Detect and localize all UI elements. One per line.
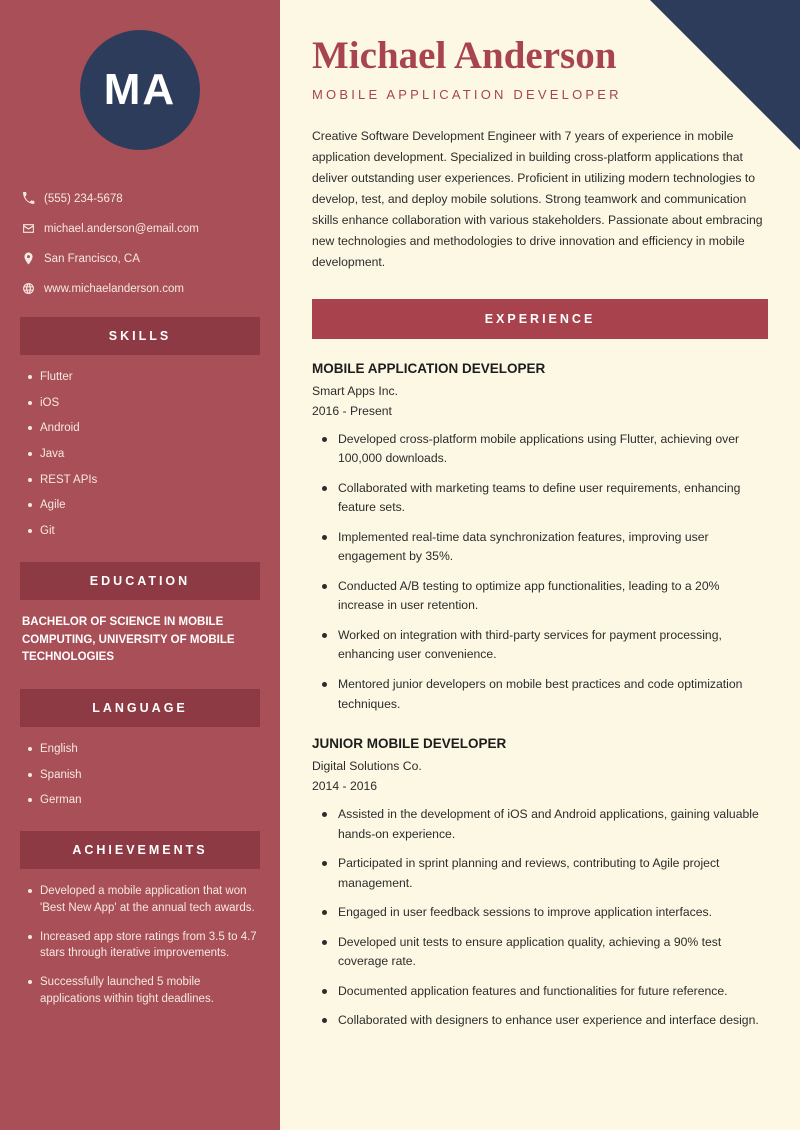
achievements-heading: ACHIEVEMENTS (20, 831, 260, 869)
job-dates: 2016 - Present (312, 403, 392, 418)
job-bullet-list (312, 805, 768, 1031)
list-item: Collaborated with designers to enhance user experience and interface design. (320, 1011, 768, 1031)
education-entry: BACHELOR OF SCIENCE IN MOBILE COMPUTING, UNIVERSITY OF MOBILE TECHNOLOGIES (22, 615, 235, 664)
mail-icon (22, 222, 44, 235)
experience-heading: EXPERIENCE (312, 299, 768, 339)
list-item: Participated in sprint planning and reviews, contributing to Agile project management. (320, 854, 768, 893)
list-item: Developed a mobile application that won 'Best New App' at the annual tech awards. (26, 883, 260, 916)
contact-item-location[interactable] (22, 252, 260, 265)
skills-heading: SKILLS (20, 317, 260, 355)
contact-item-phone[interactable] (22, 192, 260, 205)
list-item: Successfully launched 5 mobile applications within tight deadlines. (26, 974, 260, 1007)
list-item: Java (26, 446, 260, 463)
contact-website-text: www.michaelanderson.com (44, 282, 184, 295)
location-pin-icon (22, 252, 44, 265)
sidebar (0, 0, 280, 1130)
list-item: Mentored junior developers on mobile best practices and code optimization techniques. (320, 675, 768, 714)
page-title: Michael Anderson (312, 34, 617, 77)
list-item: Documented application features and functionalities for future reference. (320, 982, 768, 1002)
list-item: Spanish (26, 767, 260, 784)
list-item: Collaborated with marketing teams to define user requirements, enhancing feature sets. (320, 479, 768, 518)
language-heading: LANGUAGE (20, 689, 260, 727)
job-dates: 2014 - 2016 (312, 779, 378, 794)
list-item: REST APIs (26, 472, 260, 489)
phone-icon (22, 192, 44, 205)
list-item: Assisted in the development of iOS and Android applications, gaining valuable hands-on experience. (320, 805, 768, 844)
list-item: Increased app store ratings from 3.5 to 4.7 stars through iterative improvements. (26, 929, 260, 962)
contact-item-email[interactable] (22, 222, 260, 235)
experience-entry-1 (312, 361, 768, 714)
contact-item-website[interactable] (22, 282, 260, 295)
main-content (280, 0, 800, 1130)
job-company: Smart Apps Inc. (312, 383, 399, 398)
list-item: Conducted A/B testing to optimize app functionalities, leading to a 20% increase in user retention. (320, 577, 768, 616)
job-company: Digital Solutions Co. (312, 759, 422, 774)
list-item: Developed unit tests to ensure application quality, achieving a 90% test coverage rate. (320, 933, 768, 972)
profile-summary: Creative Software Development Engineer with 7 years of experience in mobile application development. Specialized in building cross-platform applications that deliver outstanding user experiences. Proficient in utilizing modern technologies to develop, test, and deploy mobile solutions. Strong teamwork and communication skills enhance collaboration with various stakeholders. Passionate about embracing new technologies and methodologies to drive innovation and efficiency in mobile development. (312, 128, 763, 269)
contact-list (20, 192, 260, 295)
navy-corner-decoration (650, 0, 800, 150)
contact-email-text: michael.anderson@email.com (44, 222, 199, 235)
list-item: Git (26, 523, 260, 540)
list-item: English (26, 741, 260, 758)
list-item: Developed cross-platform mobile applications using Flutter, achieving over 100,000 downloads. (320, 430, 768, 469)
list-item: Implemented real-time data synchronization features, improving user engagement by 35%. (320, 528, 768, 567)
list-item: Android (26, 420, 260, 437)
job-role: MOBILE APPLICATION DEVELOPER (312, 360, 546, 376)
list-item: Engaged in user feedback sessions to improve application interfaces. (320, 903, 768, 923)
education-heading: EDUCATION (20, 562, 260, 600)
experience-entry-2 (312, 736, 768, 1031)
globe-icon (22, 282, 44, 295)
achievements-list (20, 883, 260, 1007)
list-item: Agile (26, 497, 260, 514)
skills-list (20, 369, 260, 540)
avatar-wrapper (20, 0, 260, 150)
contact-location-text: San Francisco, CA (44, 252, 140, 265)
list-item: iOS (26, 395, 260, 412)
language-list (20, 741, 260, 809)
list-item: German (26, 792, 260, 809)
list-item: Worked on integration with third-party services for payment processing, enhancing user convenience. (320, 626, 768, 665)
contact-phone-text: (555) 234-5678 (44, 192, 123, 205)
list-item: Flutter (26, 369, 260, 386)
job-role: JUNIOR MOBILE DEVELOPER (312, 736, 507, 752)
avatar: MA (80, 30, 200, 150)
job-bullet-list (312, 430, 768, 714)
professional-title: MOBILE APPLICATION DEVELOPER (312, 86, 622, 102)
